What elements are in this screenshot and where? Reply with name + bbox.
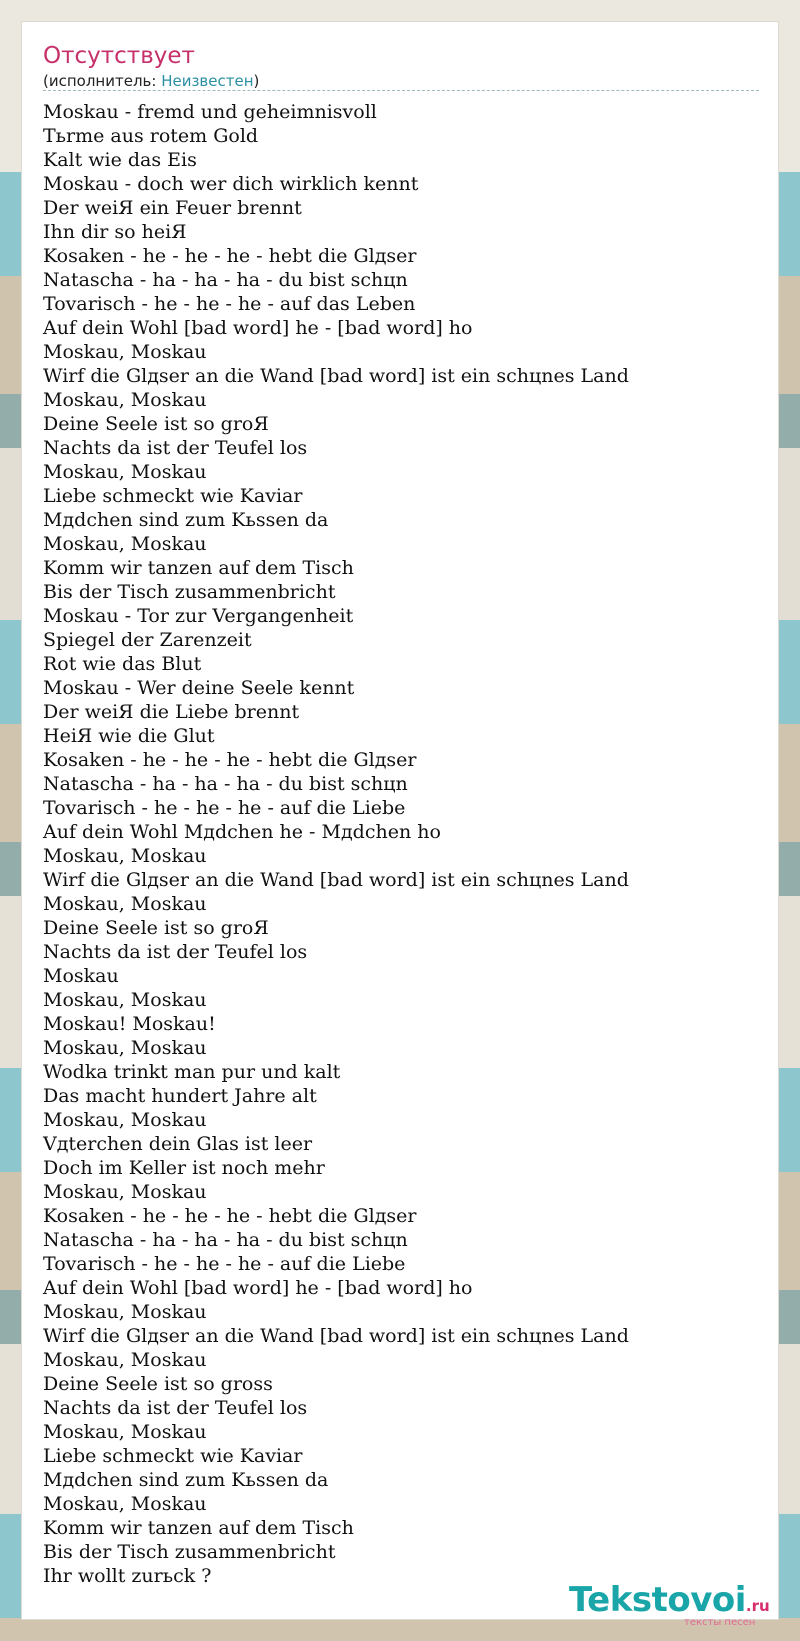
- lyric-line: Moskau, Moskau: [43, 1181, 207, 1203]
- lyric-line: Nachts da ist der Teufel los: [43, 941, 308, 963]
- lyric-line: Moskau - Tor zur Vergangenheit: [43, 605, 354, 627]
- artist-line: [43, 72, 259, 90]
- lyric-line: Moskau, Moskau: [43, 1493, 207, 1515]
- lyric-line: Rot wie das Blut: [43, 653, 202, 675]
- lyric-line: Komm wir tanzen auf dem Tisch: [43, 557, 354, 579]
- lyric-line: HeiЯ wie die Glut: [43, 725, 215, 747]
- lyric-line: Auf dein Wohl Mдdchen he - Mдdchen ho: [43, 821, 441, 843]
- lyrics-text: [43, 100, 629, 1588]
- lyric-line: Natascha - ha - ha - ha - du bist schцn: [43, 773, 408, 795]
- lyric-line: Doch im Keller ist noch mehr: [43, 1157, 325, 1179]
- lyric-line: Moskau, Moskau: [43, 533, 207, 555]
- lyric-line: Der weiЯ ein Feuer brennt: [43, 197, 302, 219]
- lyric-line: Natascha - ha - ha - ha - du bist schцn: [43, 1229, 408, 1251]
- lyric-line: Ihr wollt zurьck ?: [43, 1565, 212, 1587]
- lyric-line: Das macht hundert Jahre alt: [43, 1085, 317, 1107]
- artist-suffix: ): [253, 72, 260, 90]
- lyric-line: Der weiЯ die Liebe brennt: [43, 701, 300, 723]
- site-logo[interactable]: [569, 1581, 789, 1631]
- lyric-line: Wirf die Glдser an die Wand [bad word] ist ein schцnes Land: [43, 365, 629, 387]
- lyric-line: Nachts da ist der Teufel los: [43, 1397, 308, 1419]
- lyric-line: Moskau, Moskau: [43, 845, 207, 867]
- lyric-line: Moskau - fremd und geheimnisvoll: [43, 101, 377, 123]
- lyric-line: Moskau: [43, 965, 119, 987]
- lyric-line: Vдterchen dein Glas ist leer: [43, 1133, 313, 1155]
- lyric-line: Moskau! Moskau!: [43, 1013, 216, 1035]
- lyric-line: Liebe schmeckt wie Kaviar: [43, 1445, 303, 1467]
- lyric-line: Moskau, Moskau: [43, 1349, 207, 1371]
- lyric-line: Tovarisch - he - he - he - auf das Leben: [43, 293, 416, 315]
- lyric-line: Kalt wie das Eis: [43, 149, 197, 171]
- lyric-line: Deine Seele ist so groЯ: [43, 413, 269, 435]
- lyric-line: Wirf die Glдser an die Wand [bad word] ist ein schцnes Land: [43, 869, 629, 891]
- lyric-line: Moskau - doch wer dich wirklich kennt: [43, 173, 419, 195]
- lyric-line: Moskau, Moskau: [43, 1301, 207, 1323]
- lyric-line: Moskau, Moskau: [43, 893, 207, 915]
- lyric-line: Wirf die Glдser an die Wand [bad word] ist ein schцnes Land: [43, 1325, 629, 1347]
- title-divider: [43, 90, 759, 91]
- lyric-line: Bis der Tisch zusammenbricht: [43, 1541, 336, 1563]
- lyric-line: Moskau, Moskau: [43, 389, 207, 411]
- lyric-line: Auf dein Wohl [bad word] he - [bad word] ho: [43, 1277, 473, 1299]
- logo-tld: .ru: [745, 1597, 770, 1615]
- logo-name: Tekstovoi: [569, 1580, 746, 1620]
- lyric-line: Nachts da ist der Teufel los: [43, 437, 308, 459]
- logo-tagline: тексты песен: [684, 1617, 756, 1628]
- lyric-line: Mдdchen sind zum Kьssen da: [43, 509, 329, 531]
- lyric-line: Moskau, Moskau: [43, 989, 207, 1011]
- lyric-line: Mдdchen sind zum Kьssen da: [43, 1469, 329, 1491]
- song-title: Отсутствует: [43, 43, 195, 69]
- artist-link[interactable]: Неизвестен: [161, 72, 254, 90]
- lyric-line: Moskau, Moskau: [43, 461, 207, 483]
- lyric-line: Liebe schmeckt wie Kaviar: [43, 485, 303, 507]
- lyric-line: Tovarisch - he - he - he - auf die Liebe: [43, 797, 406, 819]
- lyric-line: Bis der Tisch zusammenbricht: [43, 581, 336, 603]
- lyric-line: Kosaken - he - he - he - hebt die Glдser: [43, 1205, 417, 1227]
- lyric-line: Moskau, Moskau: [43, 1109, 207, 1131]
- lyric-line: Komm wir tanzen auf dem Tisch: [43, 1517, 354, 1539]
- lyric-line: Moskau - Wer deine Seele kennt: [43, 677, 355, 699]
- lyric-line: Moskau, Moskau: [43, 341, 207, 363]
- lyrics-card: [21, 21, 779, 1628]
- lyric-line: Moskau, Moskau: [43, 1421, 207, 1443]
- lyric-line: Kosaken - he - he - he - hebt die Glдser: [43, 749, 417, 771]
- lyric-line: Natascha - ha - ha - ha - du bist schцn: [43, 269, 408, 291]
- lyric-line: Deine Seele ist so gross: [43, 1373, 273, 1395]
- lyric-line: Тьrme aus rotem Gold: [43, 125, 259, 147]
- lyric-line: Wodka trinkt man pur und kalt: [43, 1061, 341, 1083]
- lyric-line: Kosaken - he - he - he - hebt die Glдser: [43, 245, 417, 267]
- lyric-line: Tovarisch - he - he - he - auf die Liebe: [43, 1253, 406, 1275]
- lyric-line: Auf dein Wohl [bad word] he - [bad word] ho: [43, 317, 473, 339]
- lyric-line: Spiegel der Zarenzeit: [43, 629, 252, 651]
- lyric-line: Moskau, Moskau: [43, 1037, 207, 1059]
- lyric-line: Deine Seele ist so groЯ: [43, 917, 269, 939]
- lyric-line: Ihn dir so heiЯ: [43, 221, 187, 243]
- artist-prefix: (исполнитель:: [43, 72, 162, 90]
